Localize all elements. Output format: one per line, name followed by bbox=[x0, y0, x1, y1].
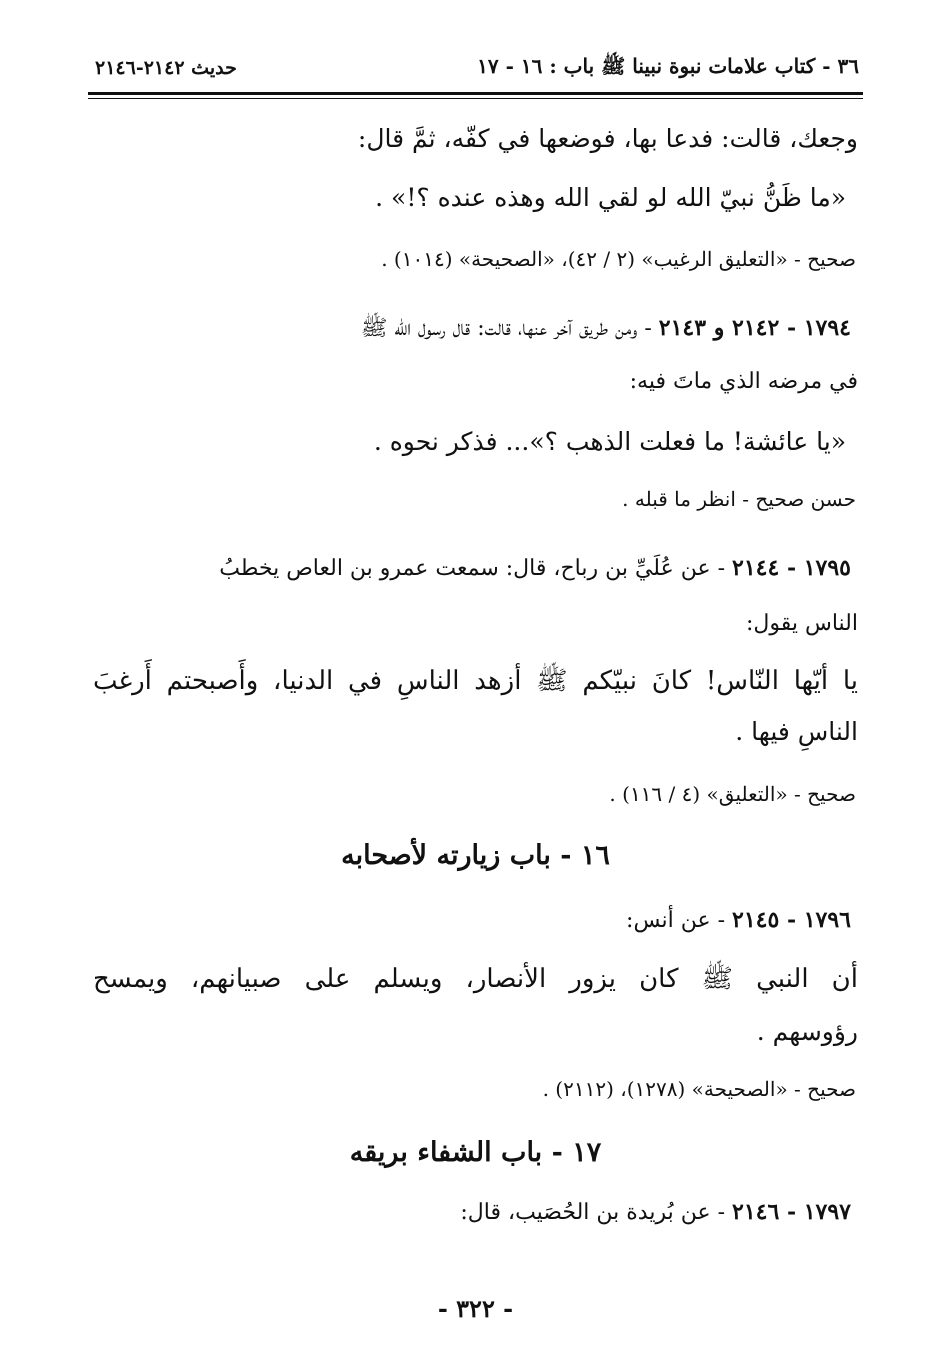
hadith-number: ١٧٩٤ - ٢١٤٢ و ٢١٤٣ bbox=[658, 315, 851, 341]
text-line: وجعك، قالت: فدعا بها، فوضعها في كفّه، ثمَّ قال: bbox=[357, 124, 858, 153]
hadith-text: «ما ظَنُّ نبيّ الله لو لقي الله وهذه عنده ؟!» . bbox=[375, 183, 846, 212]
hadith-chain bbox=[460, 1199, 851, 1225]
header-rule-thin bbox=[88, 98, 863, 99]
hadith-text: «يا عائشة! ما فعلت الذهب ؟»... فذكر نحوه . bbox=[373, 427, 846, 456]
hadith-chain bbox=[626, 907, 851, 933]
hadith-chain-text: - عن بُريدة بن الحُصَيب، قال: bbox=[460, 1200, 733, 1225]
hadith-chain-text: - عن أنس: bbox=[626, 908, 733, 933]
text-line: الناس يقول: bbox=[745, 611, 858, 636]
hadith-chain-text: - عن عُلَيِّ بن رباح، قال: سمعت عمرو بن العاص يخطبُ bbox=[219, 556, 733, 581]
hadith-number: ١٧٩٧ - ٢١٤٦ bbox=[732, 1199, 851, 1225]
text-line: في مرضه الذي ماتَ فيه: bbox=[629, 369, 858, 394]
hadith-text: الناسِ فيها . bbox=[735, 717, 858, 746]
running-header bbox=[95, 50, 859, 86]
hadith-number: ١٧٩٦ - ٢١٤٥ bbox=[732, 907, 851, 933]
hadith-grade: صحيح - «الصحيحة» (١٢٧٨)، (٢١١٢) . bbox=[542, 1077, 856, 1101]
hadith-chain bbox=[219, 555, 851, 581]
hadith-text: أن النبي ﷺ كان يزور الأنصار، ويسلم على صبيانهم، ويمسح bbox=[93, 964, 858, 994]
header-chapter-title: ٣٦ - كتاب علامات نبوة نبينا ﷺ باب : ١٦ - ١٧ bbox=[477, 53, 859, 78]
hadith-text: يا أيّها النّاس! كانَ نبيّكم ﷺ أزهد الناسِ في الدنيا، وأَصبحتم أَرغبَ bbox=[93, 666, 858, 696]
chapter-heading: ١٧ - باب الشفاء بريقه bbox=[349, 1137, 602, 1168]
page-number: - ٣٢٢ - bbox=[437, 1294, 514, 1323]
hadith-text: رؤوسهم . bbox=[756, 1017, 858, 1046]
hadith-chain bbox=[361, 314, 851, 346]
hadith-chain-text: - ومن طريق آخر عنها، قالت: قال رسول الله ﷺ bbox=[360, 316, 659, 341]
chapter-heading: ١٦ - باب زيارته لأصحابه bbox=[341, 840, 610, 871]
hadith-grade: صحيح - «التعليق» (٤ / ١١٦) . bbox=[609, 782, 856, 806]
hadith-grade: صحيح - «التعليق الرغيب» (٢ / ٤٢)، «الصحيحة» (١٠١٤) . bbox=[381, 247, 856, 271]
hadith-grade: حسن صحيح - انظر ما قبله . bbox=[622, 487, 856, 511]
header-rule-thick bbox=[88, 92, 863, 95]
header-hadith-range: حديث ٢١٤٢-٢١٤٦ bbox=[95, 57, 237, 79]
hadith-number: ١٧٩٥ - ٢١٤٤ bbox=[732, 555, 851, 581]
